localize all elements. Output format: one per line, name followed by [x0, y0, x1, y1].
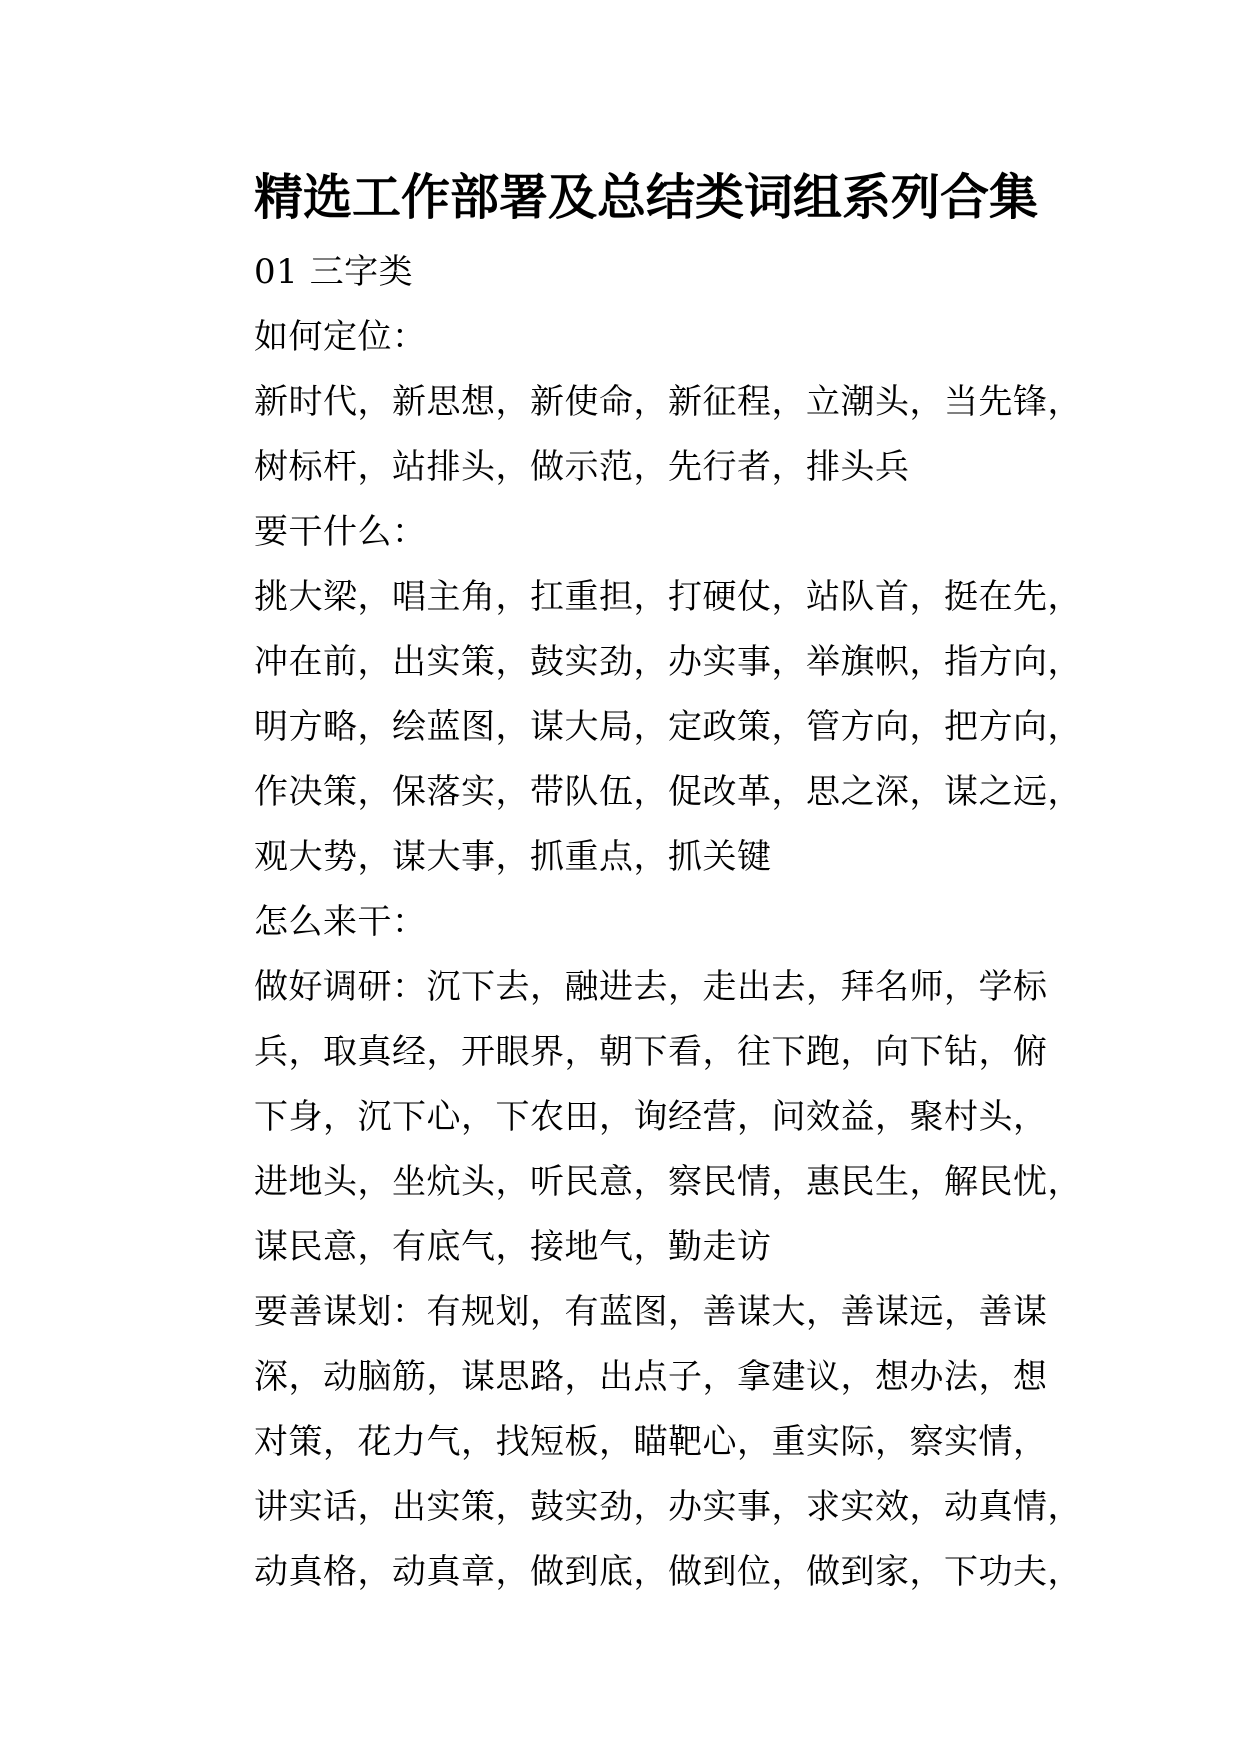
subheading-what-to-do: 要干什么： [254, 512, 427, 552]
text-line: 冲在前，出实策，鼓实劲，办实事，举旗帜，指方向， [254, 642, 1082, 682]
document-page [254, 164, 1094, 1605]
text-line: 对策，花力气，找短板，瞄靶心，重实际，察实情， [254, 1422, 1048, 1462]
text-line: 作决策，保落实，带队伍，促改革，思之深，谋之远， [254, 772, 1082, 812]
text-line: 做好调研：沉下去，融进去，走出去，拜名师，学标 [254, 967, 1048, 1007]
text-line: 进地头，坐炕头，听民意，察民情，惠民生，解民忧， [254, 1162, 1082, 1202]
text-line: 兵，取真经，开眼界，朝下看，往下跑，向下钻，俯 [254, 1032, 1048, 1072]
text-line: 要善谋划：有规划，有蓝图，善谋大，善谋远，善谋 [254, 1292, 1048, 1332]
text-line: 深，动脑筋，谋思路，出点子，拿建议，想办法，想 [254, 1357, 1048, 1397]
text-line: 观大势，谋大事，抓重点，抓关键 [254, 837, 772, 877]
document-title: 精选工作部署及总结类词组系列合集 [254, 169, 1039, 226]
text-line: 动真格，动真章，做到底，做到位，做到家，下功夫， [254, 1552, 1082, 1592]
text-line: 挑大梁，唱主角，扛重担，打硬仗，站队首，挺在先， [254, 577, 1082, 617]
text-line: 明方略，绘蓝图，谋大局，定政策，管方向，把方向， [254, 707, 1082, 747]
text-line: 新时代，新思想，新使命，新征程，立潮头，当先锋， [254, 382, 1082, 422]
text-line: 讲实话，出实策，鼓实劲，办实事，求实效，动真情， [254, 1487, 1082, 1527]
section-heading: 01 三字类 [254, 252, 414, 292]
document-body [254, 305, 1094, 1605]
text-line: 谋民意，有底气，接地气，勤走访 [254, 1227, 772, 1267]
subheading-positioning: 如何定位： [254, 317, 427, 357]
text-line: 树标杆，站排头，做示范，先行者，排头兵 [254, 447, 910, 487]
text-line: 下身，沉下心，下农田，询经营，问效益，聚村头， [254, 1097, 1048, 1137]
subheading-how-to-do: 怎么来干： [254, 902, 427, 942]
